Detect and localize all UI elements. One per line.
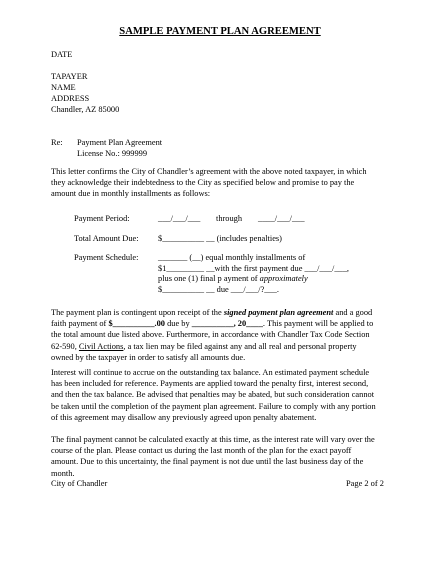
good-faith-due-date: __________, 20____ — [191, 319, 263, 329]
schedule-first-payment: $1_________ __with the first payment due ___/___/___, — [158, 264, 349, 273]
total-amount-value: $__________ __ (includes penalties) — [158, 234, 282, 243]
footer-city: City of Chandler — [51, 479, 108, 488]
payment-period-through: through — [216, 214, 243, 223]
page-number: Page 2 of 2 — [346, 479, 384, 488]
intro-line-3: amount due in monthly installments as follows: — [51, 189, 211, 199]
interest-line-4: be taken until the completion of the payment plan agreement. Failure to comply with any portion — [51, 401, 376, 411]
re-subject: Payment Plan Agreement — [77, 138, 163, 147]
schedule-final-approx: approximately — [259, 274, 308, 283]
schedule-final-text-b: ayment of — [223, 274, 258, 283]
final-line-1: The final payment cannot be calculated exactly at this time, as the interest rate will vary over the — [51, 435, 375, 444]
schedule-final-payment — [158, 273, 308, 284]
final-line-2: course of the plan. Please contact us during the last month of the plan for the exact payoff — [51, 446, 352, 456]
address-line-4: Chandler, AZ 85000 — [51, 105, 120, 114]
interest-line-2: has been included for reference. Payments are applied toward the penalty first, interest second, — [51, 379, 369, 389]
re-license: License No.: 999999 — [77, 149, 148, 158]
contingent-line-2 — [51, 318, 390, 329]
contingent-paragraph — [51, 307, 390, 363]
payment-period-end: ____/___/___ — [258, 214, 305, 223]
final-payment-paragraph — [51, 434, 390, 479]
contingent-text-2a: faith payment of — [51, 319, 107, 329]
intro-paragraph — [51, 166, 390, 200]
address-line-2: NAME — [51, 83, 76, 92]
final-line-3: amount. Due to this uncertainty, the final payment is not due until the last business day of the — [51, 457, 364, 467]
civil-actions-reference: Civil Actions — [78, 341, 124, 351]
interest-line-5: of this agreement may disallow any previously agreed upon penalty abatement. — [51, 412, 317, 422]
final-line-4: month. — [51, 468, 75, 478]
contingent-line-3: the total amount due listed above. Furthermore, in accordance with Chandler Tax Code Section — [51, 330, 370, 340]
total-amount-label: Total Amount Due: — [74, 234, 139, 243]
payment-period-start: ___/___/___ — [158, 214, 201, 223]
contingent-line-4 — [51, 341, 390, 352]
schedule-final-text-a: plus one (1) final p — [158, 274, 222, 283]
address-line-1: TAPAYER — [51, 72, 88, 81]
interest-line-1: Interest will continue to accrue on the outstanding tax balance. An estimated payment schedule — [51, 368, 370, 377]
contingent-text-2e: . This payment will be applied to — [262, 319, 374, 329]
tax-code-section: 62-590, — [51, 341, 77, 351]
re-label: Re: — [51, 138, 63, 147]
good-faith-amount: $__________.00 — [108, 319, 165, 329]
contingent-line-1 — [51, 307, 390, 318]
signed-agreement-emphasis: signed payment plan agreement — [223, 308, 334, 317]
interest-paragraph — [51, 367, 390, 423]
intro-line-2: they acknowledge their indebtedness to the City as specified below and promise to pay the — [51, 178, 355, 188]
contingent-text-4c: , a tax lien may be filed against any and all real and personal property — [123, 341, 357, 351]
payment-schedule-label: Payment Schedule: — [74, 253, 139, 262]
contingent-line-5: owned by the taxpayer in order to satisfy all amounts due. — [51, 352, 246, 362]
interest-line-3: and then the tax balance. Be advised that penalties may be abated, but such consideration cannot — [51, 390, 375, 400]
address-line-3: ADDRESS — [51, 94, 90, 103]
contingent-text-1c: and a good — [335, 308, 373, 317]
payment-period-label: Payment Period: — [74, 214, 130, 223]
date-label: DATE — [51, 50, 73, 59]
intro-line-1: This letter confirms the City of Chandler’s agreement with the above noted taxpayer, in which — [51, 167, 367, 176]
schedule-final-due: $__________ __ due ___/___/?___. — [158, 285, 279, 294]
contingent-text-1a: The payment plan is contingent upon receipt of the — [51, 308, 222, 317]
schedule-installments: _______ (__) equal monthly installments of — [158, 253, 306, 262]
document-title: SAMPLE PAYMENT PLAN AGREEMENT — [119, 26, 321, 37]
contingent-text-2c: due by — [167, 319, 190, 329]
